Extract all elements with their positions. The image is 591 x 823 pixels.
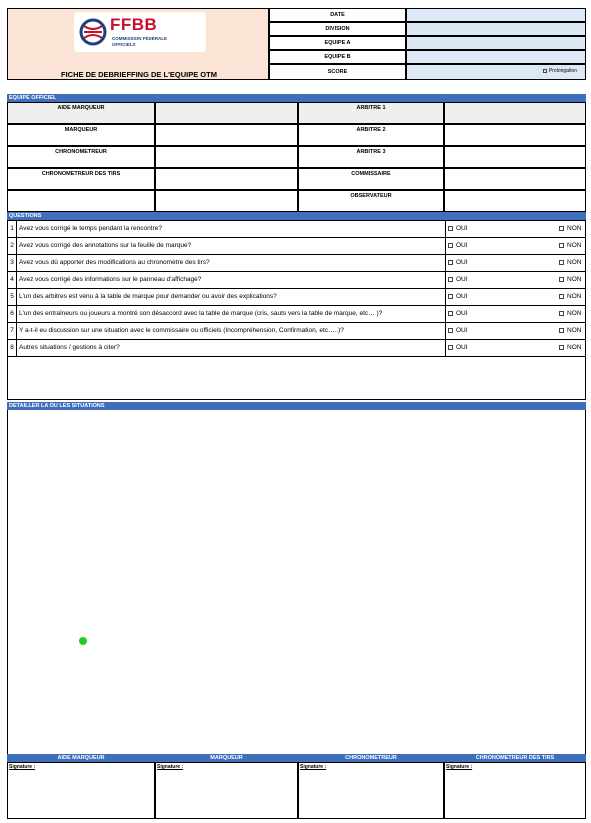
non-checkbox-icon[interactable] (559, 311, 564, 316)
aide-marqueur-label: AIDE MARQUEUR (7, 102, 155, 124)
oui-label: OUI (456, 276, 468, 283)
non-label: NON (567, 225, 582, 232)
section-equipe-officiel: EQUIPE OFFICIEL (7, 94, 586, 102)
oui-checkbox-icon[interactable] (448, 277, 453, 282)
non-label: NON (567, 276, 582, 283)
non-label: NON (567, 242, 582, 249)
commissaire-field[interactable] (444, 168, 586, 190)
details-area[interactable] (7, 410, 586, 754)
oui-checkbox-icon[interactable] (448, 311, 453, 316)
question-number: 3 (8, 255, 17, 271)
question-text: L'un des arbitres est venu à la table de marque pour demander ou avoir des explications? (19, 293, 277, 300)
non-label: NON (567, 327, 582, 334)
question-number: 8 (8, 340, 17, 356)
logo-subtitle-2: OFFICIELS (112, 42, 136, 47)
question-row (8, 340, 585, 357)
non-label: NON (567, 293, 582, 300)
prolongation-option[interactable] (543, 68, 577, 74)
question-non-option[interactable] (559, 340, 581, 356)
oui-checkbox-icon[interactable] (448, 226, 453, 231)
score-field[interactable] (406, 64, 586, 80)
oui-checkbox-icon[interactable] (448, 260, 453, 265)
non-label: NON (567, 310, 582, 317)
section-details: DETAILLER LA OU LES SITUATIONS (7, 402, 586, 410)
signature-box-aide-marqueur[interactable] (7, 762, 155, 819)
signature-box-chronometreur-tirs[interactable] (444, 762, 586, 819)
question-text: Y a-t-il eu discussion sur une situation avec le commissaire ou officiels (Incompréhension, Confirmation, etc…..)? (19, 327, 344, 334)
question-non-option[interactable] (559, 306, 581, 322)
question-text: Avez vous corrigé des annotations sur la feuille de marque? (19, 242, 192, 249)
date-label: DATE (269, 8, 406, 22)
empty-left-field (155, 190, 298, 212)
chronometreur-tirs-field[interactable] (155, 168, 298, 190)
question-number: 6 (8, 306, 17, 322)
oui-checkbox-icon[interactable] (448, 243, 453, 248)
question-non-option[interactable] (559, 323, 581, 339)
question-row (8, 255, 585, 272)
question-non-option[interactable] (559, 221, 581, 237)
question-number: 4 (8, 272, 17, 288)
basketball-logo-icon (78, 17, 108, 47)
signature-label: Signature : (446, 764, 473, 770)
question-text: Autres situations / gestions à citer? (19, 344, 120, 351)
oui-label: OUI (456, 344, 468, 351)
empty-left-label (7, 190, 155, 212)
observateur-field[interactable] (444, 190, 586, 212)
question-row (8, 289, 585, 306)
question-row (8, 272, 585, 289)
non-checkbox-icon[interactable] (559, 243, 564, 248)
question-row (8, 306, 585, 323)
question-text: L'un des entraîneurs ou joueurs a montré son désaccord avec la table de marque (cris, sauts vers la table de marque, etc… )? (19, 310, 383, 317)
question-number: 1 (8, 221, 17, 237)
question-number: 5 (8, 289, 17, 305)
chronometreur-tirs-label: CHRONOMETREUR DES TIRS (7, 168, 155, 190)
signature-label: Signature : (157, 764, 184, 770)
ffbb-logo (74, 12, 206, 52)
prolongation-label: Prolongation (548, 68, 577, 74)
arbitre-1-label: ARBITRE 1 (298, 102, 444, 124)
aide-marqueur-field[interactable] (155, 102, 298, 124)
header-logo-panel (7, 8, 269, 80)
oui-label: OUI (456, 225, 468, 232)
question-row (8, 221, 585, 238)
non-checkbox-icon[interactable] (559, 277, 564, 282)
question-non-option[interactable] (559, 238, 581, 254)
arbitre-2-field[interactable] (444, 124, 586, 146)
form-header (7, 8, 586, 80)
arbitre-2-label: ARBITRE 2 (298, 124, 444, 146)
date-field[interactable] (406, 8, 586, 22)
non-checkbox-icon[interactable] (559, 260, 564, 265)
oui-checkbox-icon[interactable] (448, 345, 453, 350)
chronometreur-field[interactable] (155, 146, 298, 168)
signature-box-marqueur[interactable] (155, 762, 298, 819)
oui-checkbox-icon[interactable] (448, 328, 453, 333)
equipe-a-label: EQUIPE A (269, 36, 406, 50)
arbitre-3-label: ARBITRE 3 (298, 146, 444, 168)
chronometreur-label: CHRONOMETREUR (7, 146, 155, 168)
question-text: Avez vous corrigé des informations sur le panneau d'affichage? (19, 276, 202, 283)
non-label: NON (567, 344, 582, 351)
signature-box-chronometreur[interactable] (298, 762, 444, 819)
division-label: DIVISION (269, 22, 406, 36)
question-row (8, 323, 585, 340)
oui-label: OUI (456, 259, 468, 266)
oui-label: OUI (456, 327, 468, 334)
questions-table (7, 220, 586, 400)
question-non-option[interactable] (559, 272, 581, 288)
marqueur-label: MARQUEUR (7, 124, 155, 146)
equipe-officiel-table (7, 102, 586, 212)
signature-label: Signature : (300, 764, 327, 770)
oui-label: OUI (456, 293, 468, 300)
equipe-b-field[interactable] (406, 50, 586, 64)
section-questions: QUESTIONS (7, 212, 586, 220)
observateur-label: OBSERVATEUR (298, 190, 444, 212)
arbitre-3-field[interactable] (444, 146, 586, 168)
signature-header-chronometreur-tirs: CHRONOMETREUR DES TIRS (444, 754, 586, 762)
signature-header-chronometreur: CHRONOMETREUR (298, 754, 444, 762)
signatures-table (7, 754, 586, 819)
non-checkbox-icon[interactable] (559, 345, 564, 350)
score-label: SCORE (269, 64, 406, 80)
header-fields (269, 8, 586, 80)
question-non-option[interactable] (559, 255, 581, 271)
non-label: NON (567, 259, 582, 266)
non-checkbox-icon[interactable] (559, 328, 564, 333)
non-checkbox-icon[interactable] (559, 294, 564, 299)
oui-label: OUI (456, 242, 468, 249)
signature-header-marqueur: MARQUEUR (155, 754, 298, 762)
oui-checkbox-icon[interactable] (448, 294, 453, 299)
oui-label: OUI (456, 310, 468, 317)
commissaire-label: COMMISSAIRE (298, 168, 444, 190)
green-dot-marker (79, 637, 87, 645)
question-non-option[interactable] (559, 289, 581, 305)
prolongation-checkbox-icon[interactable] (543, 69, 547, 73)
division-field[interactable] (406, 22, 586, 36)
equipe-a-field[interactable] (406, 36, 586, 50)
logo-text: FFBB (110, 15, 158, 34)
signature-label: Signature : (9, 764, 36, 770)
logo-subtitle-1: COMMISSION FÉDÉRALE (112, 36, 168, 41)
question-text: Avez vous dû apporter des modifications au chronomètre des tirs? (19, 259, 210, 266)
question-number: 2 (8, 238, 17, 254)
question-text: Avez vous corrigé le temps pendant la rencontre? (19, 225, 162, 232)
marqueur-field[interactable] (155, 124, 298, 146)
equipe-b-label: EQUIPE B (269, 50, 406, 64)
question-number: 7 (8, 323, 17, 339)
non-checkbox-icon[interactable] (559, 226, 564, 231)
form-title: FICHE DE DEBRIEFFING DE L'EQUIPE OTM (61, 70, 217, 79)
arbitre-1-field[interactable] (444, 102, 586, 124)
question-row (8, 238, 585, 255)
signature-header-aide-marqueur: AIDE MARQUEUR (7, 754, 155, 762)
question-rows (8, 221, 585, 357)
